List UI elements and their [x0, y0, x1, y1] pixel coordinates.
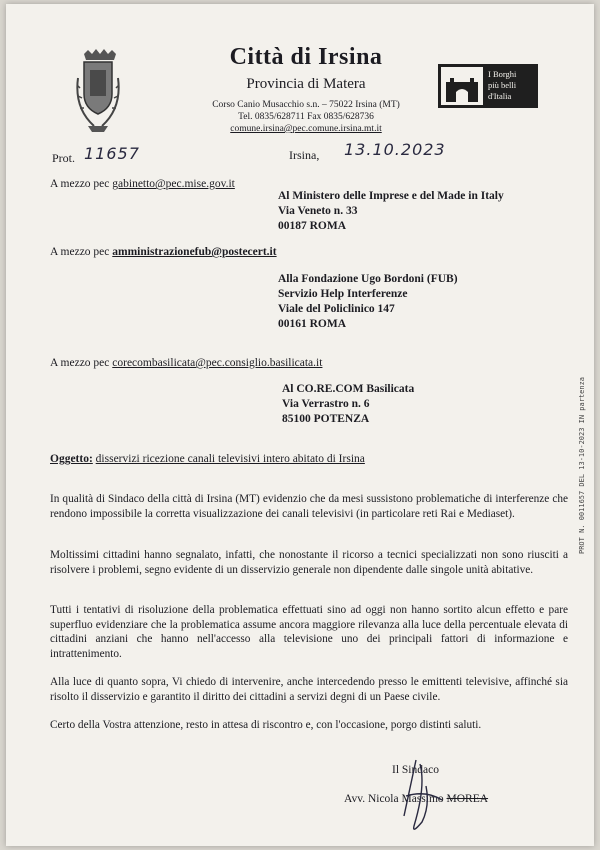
pec-line-3 [50, 357, 322, 369]
pec-email-link[interactable]: amministrazionefub@postecert.it [112, 246, 277, 258]
municipality-address [156, 99, 456, 135]
body-paragraph-3: Tutti i tentativi di risoluzione della problematica effettuati sino ad oggi non hanno sortito alcun effetto e pare superfluo evidenziare che la problematica assume ancora maggiore rilevanza alla luce della percentuale elevata di cittadini anziani che hanno nell'accesso alla televisione uno dei principali fattori di informazione e intrattenimento. [50, 604, 568, 660]
body-paragraph-1: In qualità di Sindaco della città di Irsina (MT) evidenzio che da mesi sussistono problematiche di interferenze che rendono impossibile la corretta visualizzazione dei canali televisivi (in particolare reti Rai e Mediaset). [50, 493, 568, 520]
city-title: Città di Irsina [229, 44, 383, 70]
letter-page [6, 4, 594, 846]
recipient-line: 00187 ROMA [278, 220, 347, 232]
borghi-logo-icon [438, 64, 538, 108]
pec-prefix: A mezzo pec [50, 178, 110, 190]
protocol-label: Prot. [52, 151, 76, 165]
letter-date: 13.10.2023 [344, 140, 446, 159]
municipality-email: comune.irsina@pec.comune.irsina.mt.it [230, 124, 382, 134]
recipient-line: Via Veneto n. 33 [278, 205, 358, 217]
pec-line-2 [50, 246, 277, 258]
pec-line-1 [50, 178, 235, 190]
borghi-logo-line-3: d'Italia [488, 91, 512, 101]
margin-stamp-text: PROT N. 0011657 DEL 13-10-2023 IN partenza [578, 376, 586, 554]
signature-name-prefix: Avv. Nicola Massimo [344, 793, 444, 805]
pec-email-link[interactable]: gabinetto@pec.mise.gov.it [112, 178, 235, 190]
signature-title: Il Sindaco [392, 764, 439, 776]
recipient-line: 85100 POTENZA [282, 413, 370, 425]
address-line: Corso Canio Musacchio s.n. – 75022 Irsina (MT) [212, 100, 400, 110]
pec-prefix: A mezzo pec [50, 246, 110, 258]
pec-email-link[interactable]: corecombasilicata@pec.consiglio.basilicata.it [112, 357, 323, 369]
province-name: Provincia di Matera [246, 76, 366, 92]
body-paragraph-5: Certo della Vostra attenzione, resto in attesa di riscontro e, con l'occasione, porgo distinti saluti. [50, 719, 482, 731]
recipient-line: Servizio Help Interferenze [278, 288, 408, 300]
recipient-line: Alla Fondazione Ugo Bordoni (FUB) [278, 273, 458, 285]
recipient-block-2 [278, 272, 458, 332]
pec-prefix: A mezzo pec [50, 357, 110, 369]
recipient-block-3 [282, 382, 414, 427]
recipient-line: 00161 ROMA [278, 318, 347, 330]
recipient-line: Viale del Policlinico 147 [278, 303, 395, 315]
body-paragraph-2: Moltissimi cittadini hanno segnalato, infatti, che nonostante il ricorso a tecnici specializzati non sono riusciti a risolvere i problemi, segno evidente di un disservizio generale non dipendente dalle singole unità abitative. [50, 549, 568, 576]
protocol-number: 11657 [84, 144, 140, 163]
subject-line [50, 453, 365, 465]
recipient-line: Al Ministero delle Imprese e del Made in Italy [278, 190, 504, 202]
coat-of-arms-icon [74, 48, 122, 134]
place-label: Irsina, [289, 148, 320, 162]
handwritten-signature-icon [386, 756, 456, 836]
body-paragraph-4: Alla luce di quanto sopra, Vi chiedo di intervenire, anche intercedendo presso le emittenti televisive, affinché sia risolto il disservizio e garantito il diritto dei cittadini a servizi degni di un Paese civile. [50, 676, 568, 703]
recipient-line: Al CO.RE.COM Basilicata [282, 383, 415, 395]
recipient-block-1 [278, 189, 504, 234]
borghi-piu-belli-logo [438, 64, 538, 108]
borghi-logo-line-2: più belli [488, 80, 517, 90]
signature-surname: MOREA [446, 793, 489, 805]
subject-label: Oggetto: [50, 453, 93, 465]
borghi-logo-line-1: I Borghi [488, 69, 517, 79]
protocol-margin-stamp [578, 314, 592, 554]
phone-line: Tel. 0835/628711 Fax 0835/628736 [238, 112, 374, 122]
subject-text: disservizi ricezione canali televisivi intero abitato di Irsina [95, 453, 365, 465]
recipient-line: Via Verrastro n. 6 [282, 398, 370, 410]
